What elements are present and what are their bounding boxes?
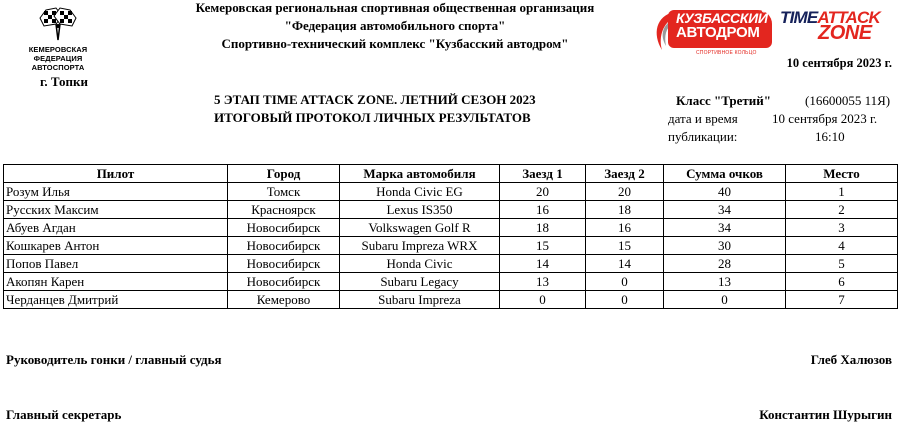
secretary-label: Главный секретарь	[6, 407, 122, 422]
table-row	[4, 219, 898, 237]
cell-city: Томск	[228, 183, 340, 201]
cell-car: Honda Civic	[340, 255, 500, 273]
cell-car: Subaru Impreza	[340, 291, 500, 309]
column-header-race2: Заезд 2	[586, 165, 664, 183]
cell-car: Subaru Impreza WRX	[340, 237, 500, 255]
column-header-pilot: Пилот	[4, 165, 228, 183]
cell-place: 1	[786, 183, 898, 201]
column-header-car: Марка автомобиля	[340, 165, 500, 183]
kuzbass-logo-line1: КУЗБАССКИЙ	[676, 10, 768, 26]
kuzbass-logo-line2: АВТОДРОМ	[676, 24, 760, 41]
class-code: (16600055 11Я)	[805, 93, 891, 108]
cell-race2: 14	[586, 255, 664, 273]
cell-race2: 0	[586, 291, 664, 309]
zone-wordmark: ZONE	[818, 22, 872, 44]
federation-logo	[8, 4, 108, 72]
cell-pilot: Черданцев Дмитрий	[4, 291, 228, 309]
cell-points: 28	[664, 255, 786, 273]
org-name-line1: Кемеровская региональная спортивная общественная организация	[195, 0, 595, 15]
cell-pilot: Розум Илья	[4, 183, 228, 201]
cell-points: 30	[664, 237, 786, 255]
cell-race1: 18	[500, 219, 586, 237]
cell-place: 2	[786, 201, 898, 219]
cell-place: 4	[786, 237, 898, 255]
publication-label-2: публикации:	[668, 129, 738, 144]
cell-car: Honda Civic EG	[340, 183, 500, 201]
secretary-name: Константин Шурыгин	[759, 407, 892, 422]
cell-place: 5	[786, 255, 898, 273]
cell-race2: 18	[586, 201, 664, 219]
cell-place: 7	[786, 291, 898, 309]
cell-race2: 16	[586, 219, 664, 237]
column-header-city: Город	[228, 165, 340, 183]
table-row	[4, 237, 898, 255]
cell-race1: 0	[500, 291, 586, 309]
column-header-race1: Заезд 1	[500, 165, 586, 183]
cell-race1: 14	[500, 255, 586, 273]
cell-city: Новосибирск	[228, 219, 340, 237]
cell-race1: 13	[500, 273, 586, 291]
cell-car: Lexus IS350	[340, 201, 500, 219]
cell-race2: 20	[586, 183, 664, 201]
cell-place: 3	[786, 219, 898, 237]
publication-label-1: дата и время	[668, 111, 738, 126]
publication-date: 10 сентября 2023 г.	[772, 111, 878, 126]
federation-logo-line2: ФЕДЕРАЦИЯ АВТОСПОРТА	[31, 54, 85, 72]
cell-race1: 16	[500, 201, 586, 219]
column-header-place: Место	[786, 165, 898, 183]
cell-race1: 20	[500, 183, 586, 201]
table-row	[4, 201, 898, 219]
class-label: Класс "Третий"	[676, 93, 771, 108]
cell-pilot: Абуев Агдан	[4, 219, 228, 237]
cell-pilot: Кошкарев Антон	[4, 237, 228, 255]
judge-label: Руководитель гонки / главный судья	[6, 352, 222, 367]
cell-city: Новосибирск	[228, 255, 340, 273]
cell-points: 13	[664, 273, 786, 291]
cell-pilot: Попов Павел	[4, 255, 228, 273]
judge-name: Глеб Халюзов	[810, 352, 892, 367]
table-header-row	[4, 165, 898, 183]
federation-logo-line1: КЕМЕРОВСКАЯ	[28, 45, 88, 54]
cell-city: Красноярск	[228, 201, 340, 219]
document-date: 10 сентября 2023 г.	[786, 56, 892, 70]
publication-time: 16:10	[815, 129, 845, 144]
kuzbass-autodrome-logo	[652, 6, 774, 56]
cell-race1: 15	[500, 237, 586, 255]
table-row	[4, 273, 898, 291]
cell-city: Новосибирск	[228, 237, 340, 255]
cell-city: Новосибирск	[228, 273, 340, 291]
cell-points: 40	[664, 183, 786, 201]
city: г. Топки	[40, 74, 88, 89]
checkered-flag-icon	[32, 4, 84, 44]
cell-race2: 0	[586, 273, 664, 291]
results-table	[3, 164, 898, 309]
cell-points: 34	[664, 201, 786, 219]
cell-pilot: Акопян Карен	[4, 273, 228, 291]
cell-pilot: Русских Максим	[4, 201, 228, 219]
table-row	[4, 291, 898, 309]
table-row	[4, 255, 898, 273]
cell-points: 0	[664, 291, 786, 309]
cell-place: 6	[786, 273, 898, 291]
time-attack-part1: TIME	[780, 8, 818, 27]
org-name-line2: "Федерация автомобильного спорта"	[284, 18, 506, 33]
time-attack-zone-logo	[780, 8, 896, 44]
org-name-line3: Спортивно-технический комплекс "Кузбасский автодром"	[221, 36, 569, 51]
cell-race2: 15	[586, 237, 664, 255]
cell-car: Subaru Legacy	[340, 273, 500, 291]
time-attack-part2: ATTACK	[817, 8, 880, 27]
column-header-points: Сумма очков	[664, 165, 786, 183]
kuzbass-logo-sub: СПОРТИВНОЕ КОЛЬЦО	[696, 50, 757, 56]
cell-points: 34	[664, 219, 786, 237]
cell-car: Volkswagen Golf R	[340, 219, 500, 237]
protocol-title: ИТОГОВЫЙ ПРОТОКОЛ ЛИЧНЫХ РЕЗУЛЬТАТОВ	[214, 110, 531, 125]
cell-city: Кемерово	[228, 291, 340, 309]
event-title: 5 ЭТАП TIME ATTACK ZONE. ЛЕТНИЙ СЕЗОН 2023	[214, 92, 536, 107]
table-row	[4, 183, 898, 201]
